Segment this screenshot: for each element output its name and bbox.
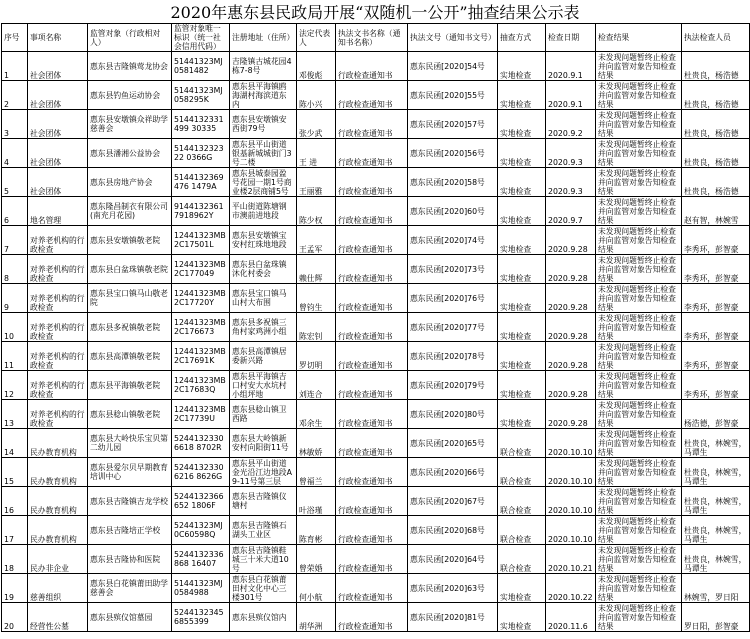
column-header: 注册地址（住所） [230, 24, 297, 52]
table-cell: 社会团体 [28, 52, 88, 81]
table-cell: 李秀环，彭智豪 [682, 371, 750, 400]
table-cell: 行政检查通知书 [336, 429, 408, 458]
table-cell: 2020.9.1 [546, 81, 596, 110]
table-cell: 杜贵良，杨浩德 [682, 52, 750, 81]
table-cell: 惠东县吉隆镇鞋城三十米大道10号 [230, 545, 297, 574]
table-cell: 惠东县安墩镇宝安村红珠地地段 [230, 226, 297, 255]
table-cell: 实地检查 [498, 603, 546, 632]
table-cell: 行政检查通知书 [336, 226, 408, 255]
table-cell: 惠东县白盆珠镇敬老院 [88, 255, 172, 284]
table-cell: 实地检查 [498, 371, 546, 400]
table-cell: 陈小兴 [297, 81, 336, 110]
table-cell: 杜贵良，林婉雪，马谭生 [682, 487, 750, 516]
table-cell: 联合检查 [498, 545, 546, 574]
table-cell: 邓俊彪 [297, 52, 336, 81]
table-cell: 未发现问题暂终止检查并向监管对象告知检查结果 [596, 603, 682, 632]
table-cell: 曾钧生 [297, 284, 336, 313]
table-cell: 惠东县城泰园盈号花园一期1号商业楼2层商铺5号 [230, 168, 297, 197]
table-cell: 对养老机构的行政检查 [28, 255, 88, 284]
table-cell: 惠东县吉隆镇石湖头工业区 [230, 516, 297, 545]
table-cell: 未发现问题暂终止检查并向监管对象告知检查结果 [596, 458, 682, 487]
table-cell: 行政检查通知书 [336, 284, 408, 313]
table-cell: 未发现问题暂终止检查并向监管对象告知检查结果 [596, 545, 682, 574]
column-header: 执法文书名称（通知书名称） [336, 24, 408, 52]
table-cell: 吉隆镇古城花园4栋7-8号 [230, 52, 297, 81]
table-cell: 实地检查 [498, 168, 546, 197]
table-cell: 惠东县吉隆镇仪塘村 [230, 487, 297, 516]
table-cell: 行政检查通知书 [336, 458, 408, 487]
table-cell: 未发现问题暂终止检查并向监管对象告知检查结果 [596, 313, 682, 342]
table-cell: 李秀环，彭智豪 [682, 313, 750, 342]
table-cell: 惠东县大岭快乐宝贝第二幼儿园 [88, 429, 172, 458]
table-cell: 惠东县高潭镇居委新兴路 [230, 342, 297, 371]
table-cell: 胡华洲 [297, 603, 336, 632]
table-cell: 7 [2, 226, 28, 255]
table-cell: 杜贵良，林婉雪，马谭生 [682, 545, 750, 574]
column-header: 检查结果 [596, 24, 682, 52]
table-cell: 9 [2, 284, 28, 313]
column-header: 执法检查人员 [682, 24, 750, 52]
table-cell: 惠东民函[2020]63号 [408, 574, 498, 603]
table-cell: 12 [2, 371, 28, 400]
table-cell: 杜贵良，杨浩德 [682, 110, 750, 139]
column-header: 执法文号（通知书文号） [408, 24, 498, 52]
table-cell: 实地检查 [498, 81, 546, 110]
table-cell: 惠东县白盆珠镇沐化村委会 [230, 255, 297, 284]
table-cell: 李秀环，彭智豪 [682, 226, 750, 255]
table-cell: 17 [2, 516, 28, 545]
table-cell: 陈宏钊 [297, 313, 336, 342]
table-cell: 惠东县爱尔贝早期教育培训中心 [88, 458, 172, 487]
table-row [2, 574, 750, 603]
table-row [2, 284, 750, 313]
table-cell: 6 [2, 197, 28, 226]
table-cell: 对养老机构的行政检查 [28, 226, 88, 255]
table-cell: 惠东县安墩镇安西街79号 [230, 110, 297, 139]
table-cell: 惠东县吉隆镇吉龙学校 [88, 487, 172, 516]
table-row [2, 255, 750, 284]
table-cell: 惠东县高潭镇敬老院 [88, 342, 172, 371]
table-cell: 14 [2, 429, 28, 458]
table-cell: 惠东民函[2020]79号 [408, 371, 498, 400]
table-cell: 杜贵良，杨浩德 [682, 168, 750, 197]
table-cell: 行政检查通知书 [336, 603, 408, 632]
table-cell: 51441323MJ0584988 [172, 574, 230, 603]
table-cell: 对养老机构的行政检查 [28, 284, 88, 313]
table-cell: 2 [2, 81, 28, 110]
table-cell: 5244132336868 16407 [172, 545, 230, 574]
table-cell: 2020.9.28 [546, 342, 596, 371]
table-cell: 514413232322 0366G [172, 139, 230, 168]
table-cell: 民办教育机构 [28, 458, 88, 487]
table-cell: 惠东县平海镇鸥海湖村海滨道东内 [230, 81, 297, 110]
table-cell: 2020.9.1 [546, 52, 596, 81]
table-cell: 杜贵良，杨浩德 [682, 81, 750, 110]
table-row [2, 168, 750, 197]
table-cell: 行政检查通知书 [336, 197, 408, 226]
table-cell: 2020.11.6 [546, 603, 596, 632]
table-row [2, 342, 750, 371]
table-cell: 民办非企业 [28, 545, 88, 574]
table-cell: 惠东县宝口镇马山敬老院 [88, 284, 172, 313]
table-cell: 12441323MB2C17739U [172, 400, 230, 429]
table-cell: 未发现问题暂终止检查并向监管对象告知检查结果 [596, 284, 682, 313]
table-cell: 2020.9.3 [546, 168, 596, 197]
table-cell: 2020.9.2 [546, 110, 596, 139]
table-cell: 行政检查通知书 [336, 545, 408, 574]
table-cell: 11 [2, 342, 28, 371]
table-cell: 惠东县房地产协会 [88, 168, 172, 197]
table-cell: 惠东县平山街道银基新城城街门3号二楼 [230, 139, 297, 168]
table-cell: 未发现问题暂终止检查并向监管对象告知检查结果 [596, 52, 682, 81]
table-cell: 行政检查通知书 [336, 168, 408, 197]
table-cell: 林敏娇 [297, 429, 336, 458]
table-cell: 杨浩德，彭智豪 [682, 400, 750, 429]
table-cell: 12441323MB2C176673 [172, 313, 230, 342]
table-cell: 林婉雪，罗日阳 [682, 574, 750, 603]
table-cell: 18 [2, 545, 28, 574]
table-cell: 52441323MJ0C60598Q [172, 516, 230, 545]
table-cell: 行政检查通知书 [336, 487, 408, 516]
table-cell: 杜贵良，林婉雪，马谭生 [682, 516, 750, 545]
table-row [2, 545, 750, 574]
table-cell: 未发现问题暂终止检查并向监管对象告知检查结果 [596, 197, 682, 226]
table-cell: 实地检查 [498, 197, 546, 226]
table-row [2, 110, 750, 139]
table-cell: 12441323MB2C17720Y [172, 284, 230, 313]
table-cell: 经营性公墓 [28, 603, 88, 632]
table-cell: 惠东民函[2020]80号 [408, 400, 498, 429]
table-cell: 惠东民函[2020]64号 [408, 545, 498, 574]
table-cell: 惠东县安墩镇众祥助学慈善会 [88, 110, 172, 139]
table-cell: 未发现问题暂终止检查并向监管对象告知检查结果 [596, 371, 682, 400]
table-cell: 惠东民函[2020]68号 [408, 516, 498, 545]
table-cell: 惠东县安墩镇敬老院 [88, 226, 172, 255]
table-cell: 李秀环，彭智豪 [682, 342, 750, 371]
table-cell: 杜贵良，林婉雪，马谭生 [682, 458, 750, 487]
table-cell: 15 [2, 458, 28, 487]
table-cell: 12441323MB2C17683Q [172, 371, 230, 400]
table-cell: 实地检查 [498, 139, 546, 168]
table-cell: 2020.10.10 [546, 429, 596, 458]
header-row [2, 24, 750, 52]
table-cell: 2020.10.10 [546, 487, 596, 516]
table-cell: 未发现问题暂终止检查并向监管对象告知检查结果 [596, 168, 682, 197]
table-cell: 未发现问题暂终止检查并向监管对象告知检查结果 [596, 226, 682, 255]
table-cell: 赖仕辉 [297, 255, 336, 284]
table-cell: 何小航 [297, 574, 336, 603]
table-cell: 惠东民函[2020]60号 [408, 197, 498, 226]
table-cell: 对养老机构的行政检查 [28, 371, 88, 400]
table-cell: 慈善组织 [28, 574, 88, 603]
table-cell: 行政检查通知书 [336, 516, 408, 545]
table-cell: 邓余生 [297, 400, 336, 429]
table-cell: 未发现问题暂终止检查并向监管对象告知检查结果 [596, 139, 682, 168]
table-cell: 惠东民函[2020]58号 [408, 168, 498, 197]
table-cell: 实地检查 [498, 52, 546, 81]
table-cell: 惠东民函[2020]67号 [408, 487, 498, 516]
table-cell: 行政检查通知书 [336, 400, 408, 429]
table-cell: 惠东隆昌制衣有限公司(南充月花园) [88, 197, 172, 226]
table-cell: 曾福兰 [297, 458, 336, 487]
table-cell: 10 [2, 313, 28, 342]
table-cell: 惠东民函[2020]66号 [408, 458, 498, 487]
column-header: 法定代表人 [297, 24, 336, 52]
table-cell: 5144132331499 30335 [172, 110, 230, 139]
table-cell: 5 [2, 168, 28, 197]
table-cell: 李秀环，彭智豪 [682, 284, 750, 313]
table-cell: 联合检查 [498, 516, 546, 545]
table-cell: 惠东民函[2020]65号 [408, 429, 498, 458]
table-cell: 惠东县稔山镇卫西路 [230, 400, 297, 429]
table-cell: 对养老机构的行政检查 [28, 313, 88, 342]
table-cell: 行政检查通知书 [336, 313, 408, 342]
table-cell: 2020.9.28 [546, 371, 596, 400]
table-cell: 民办教育机构 [28, 429, 88, 458]
table-row [2, 400, 750, 429]
table-cell: 2020.10.10 [546, 516, 596, 545]
table-cell: 惠东县潘湘公益协会 [88, 139, 172, 168]
table-cell: 社会团体 [28, 110, 88, 139]
table-cell: 惠东民函[2020]73号 [408, 255, 498, 284]
table-cell: 19 [2, 574, 28, 603]
table-cell: 实地检查 [498, 342, 546, 371]
page-title: 2020年惠东县民政局开展“双随机一公开”抽查结果公示表 [170, 3, 580, 22]
table-cell: 惠东民函[2020]56号 [408, 139, 498, 168]
table-cell: 实地检查 [498, 255, 546, 284]
table-cell: 51441323MJ058295K [172, 81, 230, 110]
table-cell: 未发现问题暂终止检查并向监管对象告知检查结果 [596, 516, 682, 545]
table-cell: 13 [2, 400, 28, 429]
table-cell: 惠东县多祝镇三角村家鸡洲小组 [230, 313, 297, 342]
table-cell: 对养老机构的行政检查 [28, 342, 88, 371]
table-cell: 平山街道陈塘钢市澳前进地段 [230, 197, 297, 226]
table-cell: 陈少权 [297, 197, 336, 226]
column-header: 序号 [2, 24, 28, 52]
table-cell: 1 [2, 52, 28, 81]
table-row [2, 458, 750, 487]
table-cell: 民办教育机构 [28, 516, 88, 545]
table-cell: 地名管理 [28, 197, 88, 226]
table-cell: 行政检查通知书 [336, 574, 408, 603]
table-row [2, 371, 750, 400]
table-cell: 12441323MB2C177049 [172, 255, 230, 284]
table-cell: 52441323306618 8702R [172, 429, 230, 458]
table-cell: 王丽雅 [297, 168, 336, 197]
table-cell: 行政检查通知书 [336, 255, 408, 284]
table-cell: 李秀环，彭智豪 [682, 255, 750, 284]
table-cell: 16 [2, 487, 28, 516]
table-cell: 社会团体 [28, 168, 88, 197]
table-cell: 罗切明 [297, 342, 336, 371]
table-cell: 联合检查 [498, 487, 546, 516]
table-cell: 罗日阳，彭智豪 [682, 603, 750, 632]
table-cell: 未发现问题暂终止检查并向监管对象告知检查结果 [596, 400, 682, 429]
table-cell: 实地检查 [498, 110, 546, 139]
table-row [2, 52, 750, 81]
table-cell: 未发现问题暂终止检查并向监管对象告知检查结果 [596, 574, 682, 603]
table-row [2, 516, 750, 545]
table-cell: 惠东民函[2020]77号 [408, 313, 498, 342]
table-cell: 惠东县吉隆镇莺龙协会 [88, 52, 172, 81]
column-header: 抽查方式 [498, 24, 546, 52]
table-row [2, 603, 750, 632]
table-cell: 8 [2, 255, 28, 284]
table-row [2, 487, 750, 516]
table-cell: 社会团体 [28, 81, 88, 110]
table-cell: 实地检查 [498, 226, 546, 255]
table-cell: 2020.9.28 [546, 255, 596, 284]
table-cell: 实地检查 [498, 400, 546, 429]
table-cell: 52441323456855399 [172, 603, 230, 632]
table-cell: 未发现问题暂终止检查并向监管对象告知检查结果 [596, 487, 682, 516]
column-header: 监管对象唯一标识（统一社会信用代码） [172, 24, 230, 52]
table-cell: 2020.10.22 [546, 574, 596, 603]
table-cell: 张少武 [297, 110, 336, 139]
table-cell: 52441323306216 8626G [172, 458, 230, 487]
table-cell: 2020.10.10 [546, 458, 596, 487]
table-cell: 杜贵良，林婉雪，马谭生 [682, 429, 750, 458]
table-cell: 王孟军 [297, 226, 336, 255]
column-header: 监管对象（行政相对人） [88, 24, 172, 52]
table-cell: 王 进 [297, 139, 336, 168]
table-cell: 惠东民函[2020]78号 [408, 342, 498, 371]
table-cell: 未发现问题暂终止检查并向监管对象告知检查结果 [596, 429, 682, 458]
table-cell: 惠东县平海镇吉口村安大水坑村小组坪地 [230, 371, 297, 400]
table-cell: 2020.9.28 [546, 313, 596, 342]
table-cell: 惠东民函[2020]54号 [408, 52, 498, 81]
table-row [2, 197, 750, 226]
table-cell: 社会团体 [28, 139, 88, 168]
table-cell: 惠东县钓鱼运动协会 [88, 81, 172, 110]
table-cell: 实地检查 [498, 284, 546, 313]
table-cell: 行政检查通知书 [336, 342, 408, 371]
table-cell: 惠东县稔山镇敬老院 [88, 400, 172, 429]
table-cell: 未发现问题暂终止检查并向监管对象告知检查结果 [596, 342, 682, 371]
table-cell: 20 [2, 603, 28, 632]
table-cell: 行政检查通知书 [336, 371, 408, 400]
table-row [2, 81, 750, 110]
table-cell: 惠东县宝口镇马山村大布围 [230, 284, 297, 313]
table-cell: 行政检查通知书 [336, 52, 408, 81]
table-cell: 5244132366652 1806F [172, 487, 230, 516]
table-cell: 惠东县殡仪馆墓园 [88, 603, 172, 632]
table-cell: 惠东民函[2020]57号 [408, 110, 498, 139]
table-row [2, 313, 750, 342]
table-cell: 惠东县吉隆培正学校 [88, 516, 172, 545]
table-cell: 行政检查通知书 [336, 139, 408, 168]
table-cell: 4 [2, 139, 28, 168]
table-cell: 惠东民函[2020]74号 [408, 226, 498, 255]
table-cell: 惠东县平海镇敬老院 [88, 371, 172, 400]
table-cell: 惠东民函[2020]55号 [408, 81, 498, 110]
table-cell: 实地检查 [498, 313, 546, 342]
table-cell: 惠东县白花镇莆田助学慈善会 [88, 574, 172, 603]
column-header: 检查日期 [546, 24, 596, 52]
table-cell: 3 [2, 110, 28, 139]
inspection-results-table [1, 23, 750, 632]
table-cell: 杜贵良，杨浩德 [682, 139, 750, 168]
table-cell: 未发现问题暂终止检查并向监管对象告知检查结果 [596, 255, 682, 284]
table-cell: 未发现问题暂终止检查并向监管对象告知检查结果 [596, 81, 682, 110]
table-cell: 91441323617918962Y [172, 197, 230, 226]
table-cell: 对养老机构的行政检查 [28, 400, 88, 429]
table-cell: 2020.9.28 [546, 226, 596, 255]
table-cell: 联合检查 [498, 429, 546, 458]
table-cell: 惠东县白花镇莆田村文化中心三楼301号 [230, 574, 297, 603]
table-cell: 惠东县大岭镇新安村向阳街11号 [230, 429, 297, 458]
table-cell: 惠东民函[2020]76号 [408, 284, 498, 313]
table-row [2, 139, 750, 168]
table-cell: 刘连合 [297, 371, 336, 400]
table-cell: 51441323MJ0581482 [172, 52, 230, 81]
table-row [2, 226, 750, 255]
table-cell: 惠东县多祝镇敬老院 [88, 313, 172, 342]
table-cell: 惠东县平山街道金光沿江边地段A9-11号第三层 [230, 458, 297, 487]
table-cell: 叶浴瑾 [297, 487, 336, 516]
table-cell: 5144132369476 1479A [172, 168, 230, 197]
table-cell: 2020.9.28 [546, 400, 596, 429]
table-cell: 惠东县吉隆协和医院 [88, 545, 172, 574]
table-cell: 12441323MB2C17501L [172, 226, 230, 255]
table-cell: 行政检查通知书 [336, 81, 408, 110]
table-cell: 2020.9.7 [546, 197, 596, 226]
table-cell: 曾荣婚 [297, 545, 336, 574]
table-row [2, 429, 750, 458]
table-cell: 行政检查通知书 [336, 110, 408, 139]
table-cell: 惠东县殡仪馆内 [230, 603, 297, 632]
table-cell: 联合检查 [498, 458, 546, 487]
table-cell: 陈育彬 [297, 516, 336, 545]
table-cell: 2020.9.28 [546, 284, 596, 313]
table-cell: 2020.9.3 [546, 139, 596, 168]
column-header: 事项名称 [28, 24, 88, 52]
table-cell: 赵有智，林婉雪 [682, 197, 750, 226]
table-cell: 民办教育机构 [28, 487, 88, 516]
table-cell: 12441323MB2C17691K [172, 342, 230, 371]
table-cell: 2020.10.21 [546, 545, 596, 574]
table-cell: 惠东民函[2020]81号 [408, 603, 498, 632]
table-cell: 未发现问题暂终止检查并向监管对象告知检查结果 [596, 110, 682, 139]
table-cell: 实地检查 [498, 574, 546, 603]
